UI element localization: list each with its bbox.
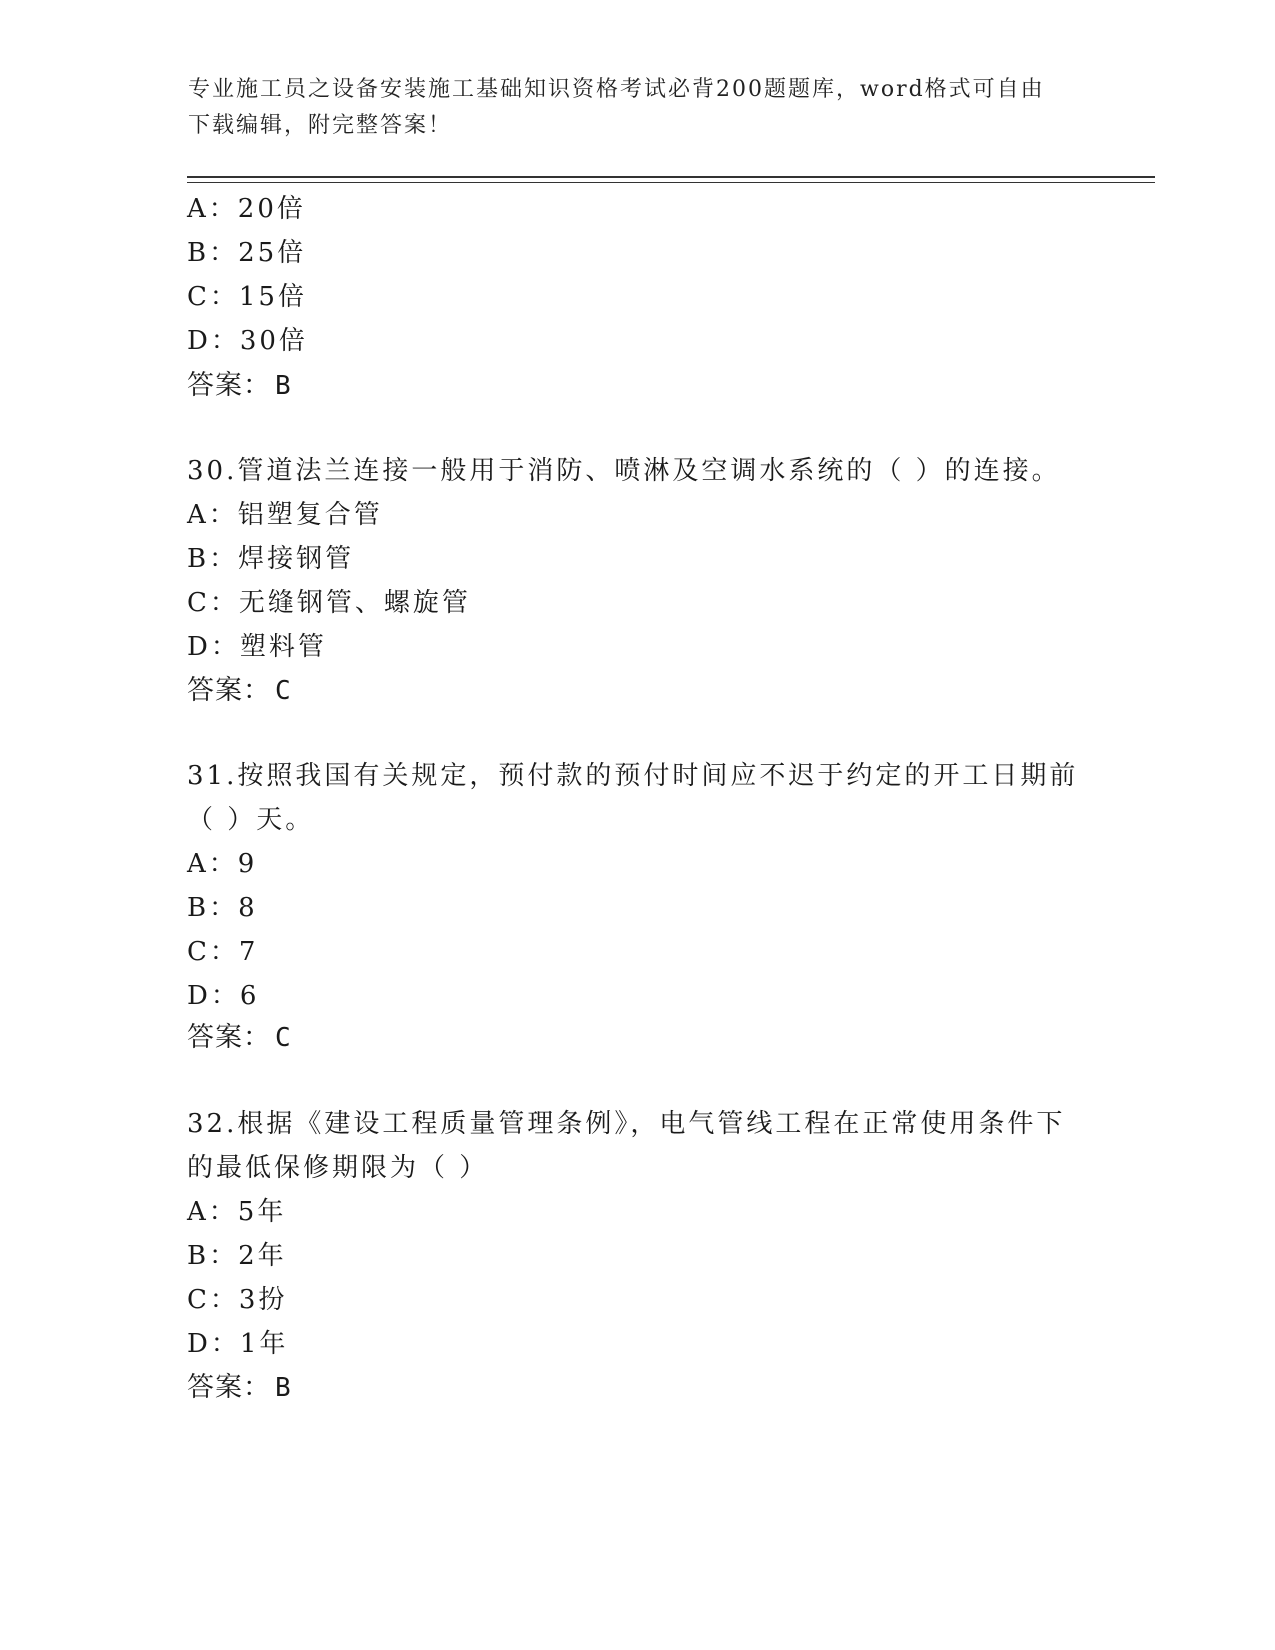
q31-option-b: B：8 [187,893,258,923]
header-divider-thin [187,182,1155,183]
q29-option-a: A：20倍 [187,194,306,224]
answer-label: 答案： [187,675,271,706]
header-divider [187,176,1155,178]
answer-value: B [275,1373,292,1403]
q32-option-d: D：1年 [187,1329,289,1359]
q29-option-c: C：15倍 [187,282,307,312]
header-line-2: 下载编辑，附完整答案！ [188,113,453,138]
answer-label: 答案： [187,370,271,401]
q31-answer [187,1022,292,1054]
document-header [188,72,1088,144]
q31-option-c: C：7 [187,937,259,967]
answer-label: 答案： [187,1372,271,1403]
q32-option-b: B：2年 [187,1241,287,1271]
q29-option-b: B：25倍 [187,238,307,268]
q29-answer [187,370,292,402]
q30-option-b: B：焊接钢管 [187,544,355,574]
q32-option-a: A：5年 [187,1197,287,1227]
q32-question-line-1: 32.根据《建设工程质量管理条例》，电气管线工程在正常使用条件下 [187,1109,1066,1139]
q32-question-line-2: 的最低保修期限为（ ） [187,1153,489,1183]
q31-option-d: D：6 [187,981,260,1011]
q30-answer [187,675,292,707]
q31-question-line-2: （ ）天。 [187,805,315,835]
q31-question-line-1: 31.按照我国有关规定，预付款的预付时间应不迟于约定的开工日期前 [187,761,1079,791]
answer-label: 答案： [187,1022,271,1053]
q32-option-c: C：3扮 [187,1285,288,1315]
answer-value: B [275,371,292,401]
answer-value: C [275,676,292,706]
q31-option-a: A：9 [187,849,258,879]
q32-answer [187,1372,292,1404]
q29-option-d: D：30倍 [187,326,308,356]
answer-value: C [275,1023,292,1053]
q30-option-c: C：无缝钢管、螺旋管 [187,588,471,618]
header-line-1: 专业施工员之设备安装施工基础知识资格考试必背200题题库，word格式可自由 [188,77,1045,102]
q30-option-a: A：铝塑复合管 [187,500,383,530]
q30-option-d: D：塑料管 [187,632,327,662]
q30-question: 30.管道法兰连接一般用于消防、喷淋及空调水系统的（ ）的连接。 [187,456,1061,486]
